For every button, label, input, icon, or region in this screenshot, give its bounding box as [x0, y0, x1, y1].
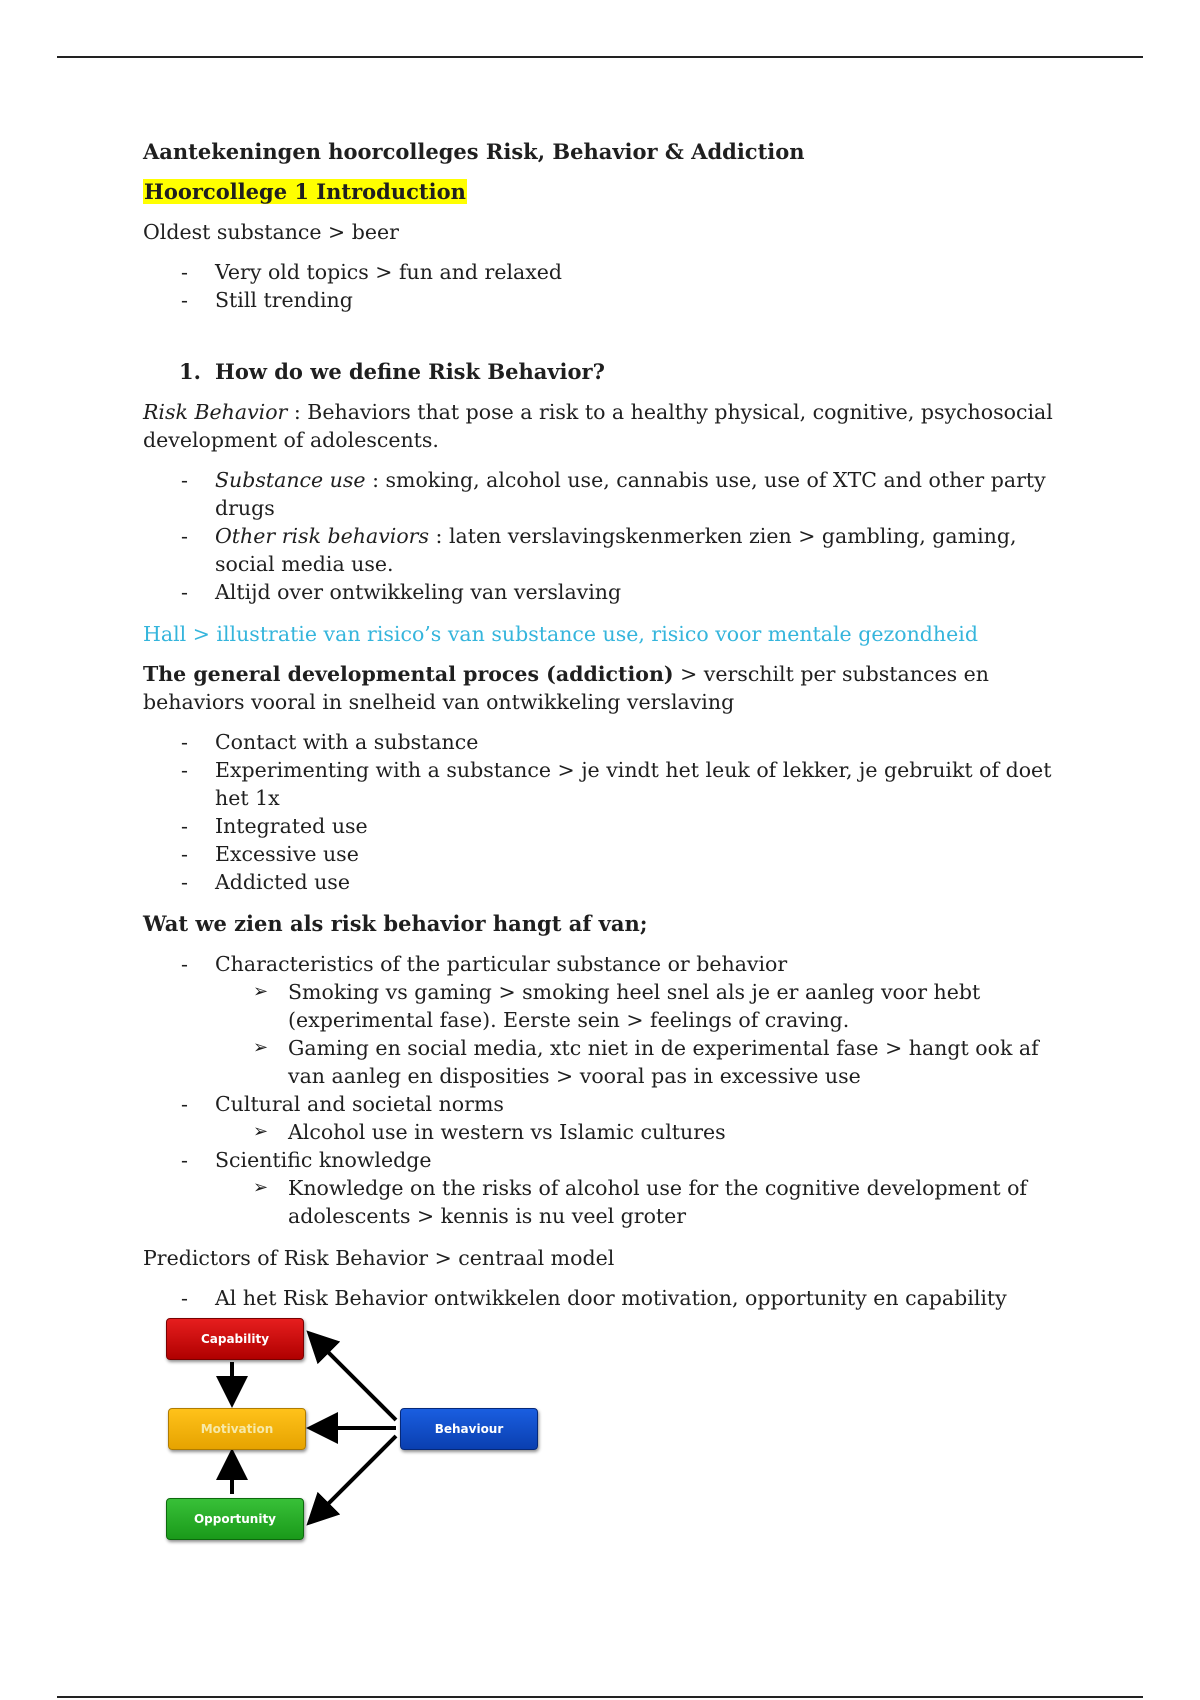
sub-item: ➢ Gaming en social media, xtc niet in de experimental fase > hangt ook af van aanleg en disposities > vooral pas in excessive use — [215, 1034, 1063, 1090]
sub-item: ➢ Knowledge on the risks of alcohol use for the cognitive development of adolescents > kennis is nu veel groter — [215, 1174, 1063, 1230]
sub-list — [215, 978, 1063, 1090]
list-item — [143, 466, 1063, 522]
list-item: - Still trending — [143, 286, 1063, 314]
com-b-model-diagram — [160, 1312, 550, 1542]
list-item — [143, 522, 1063, 578]
document-body — [143, 138, 1063, 1326]
sub-list — [215, 1174, 1063, 1230]
hall-note: Hall > illustratie van risico’s van substance use, risico voor mentale gezondheid — [143, 622, 978, 646]
sub-item: ➢ Alcohol use in western vs Islamic cultures — [215, 1118, 1063, 1146]
process-text: > verschilt per substances en behaviors vooral in snelheid van ontwikkeling verslaving — [143, 662, 989, 714]
opportunity-box: Opportunity — [166, 1498, 304, 1540]
risk-behavior-list — [143, 466, 1063, 606]
list-item: - Addicted use — [143, 868, 1063, 896]
sub-list — [215, 1118, 1063, 1146]
behaviour-to-capability-arrow — [312, 1336, 396, 1420]
sub-item: ➢ Smoking vs gaming > smoking heel snel als je er aanleg voor hebt (experimental fase). Eerste sein > feelings of craving. — [215, 978, 1063, 1034]
item-text: Scientific knowledge — [215, 1148, 432, 1172]
item-text: : laten verslavingskenmerken zien > gambling, gaming, social media use. — [215, 524, 1017, 576]
depends-heading: Wat we zien als risk behavior hangt af van; — [143, 911, 648, 936]
list-item — [143, 1090, 1063, 1146]
process-steps-list — [143, 728, 1063, 896]
list-item: - Integrated use — [143, 812, 1063, 840]
process-paragraph — [143, 660, 1063, 716]
behaviour-box: Behaviour — [400, 1408, 538, 1450]
depends-list — [143, 950, 1063, 1230]
definition-term: Risk Behavior — [143, 400, 288, 424]
item-term: Other risk behaviors — [215, 524, 429, 548]
list-item: - Al het Risk Behavior ontwikkelen door motivation, opportunity en capability — [143, 1284, 1063, 1312]
section-title: How do we define Risk Behavior? — [215, 359, 605, 384]
item-text: Characteristics of the particular substance or behavior — [215, 952, 788, 976]
section-heading — [143, 358, 1063, 386]
list-item — [143, 950, 1063, 1090]
oldest-substance-line: Oldest substance > beer — [143, 220, 399, 244]
item-term: Substance use — [215, 468, 366, 492]
item-text: Cultural and societal norms — [215, 1092, 504, 1116]
bottom-rule — [57, 1696, 1143, 1698]
capability-box: Capability — [166, 1318, 304, 1360]
list-item — [143, 1146, 1063, 1230]
motivation-box: Motivation — [168, 1408, 306, 1450]
intro-list — [143, 258, 1063, 314]
predictors-line: Predictors of Risk Behavior > centraal model — [143, 1246, 615, 1270]
list-item: - Contact with a substance — [143, 728, 1063, 756]
list-item: - Excessive use — [143, 840, 1063, 868]
section-number: 1. — [179, 359, 201, 384]
behaviour-to-opportunity-arrow — [312, 1436, 396, 1520]
predictors-list — [143, 1284, 1063, 1312]
definition-paragraph — [143, 398, 1063, 454]
list-item: - Experimenting with a substance > je vindt het leuk of lekker, je gebruikt of doet het 1x — [143, 756, 1063, 812]
process-heading: The general developmental proces (addiction) — [143, 662, 674, 686]
lecture-heading: Hoorcollege 1 Introduction — [144, 179, 466, 204]
list-item — [143, 578, 1063, 606]
item-text: Altijd over ontwikkeling van verslaving — [215, 580, 622, 604]
top-rule — [57, 56, 1143, 58]
document-title: Aantekeningen hoorcolleges Risk, Behavior & Addiction — [143, 139, 805, 164]
item-text: : smoking, alcohol use, cannabis use, use of XTC and other party drugs — [215, 468, 1046, 520]
definition-text: : Behaviors that pose a risk to a healthy physical, cognitive, psychosocial development of adolescents. — [143, 400, 1053, 452]
list-item: - Very old topics > fun and relaxed — [143, 258, 1063, 286]
